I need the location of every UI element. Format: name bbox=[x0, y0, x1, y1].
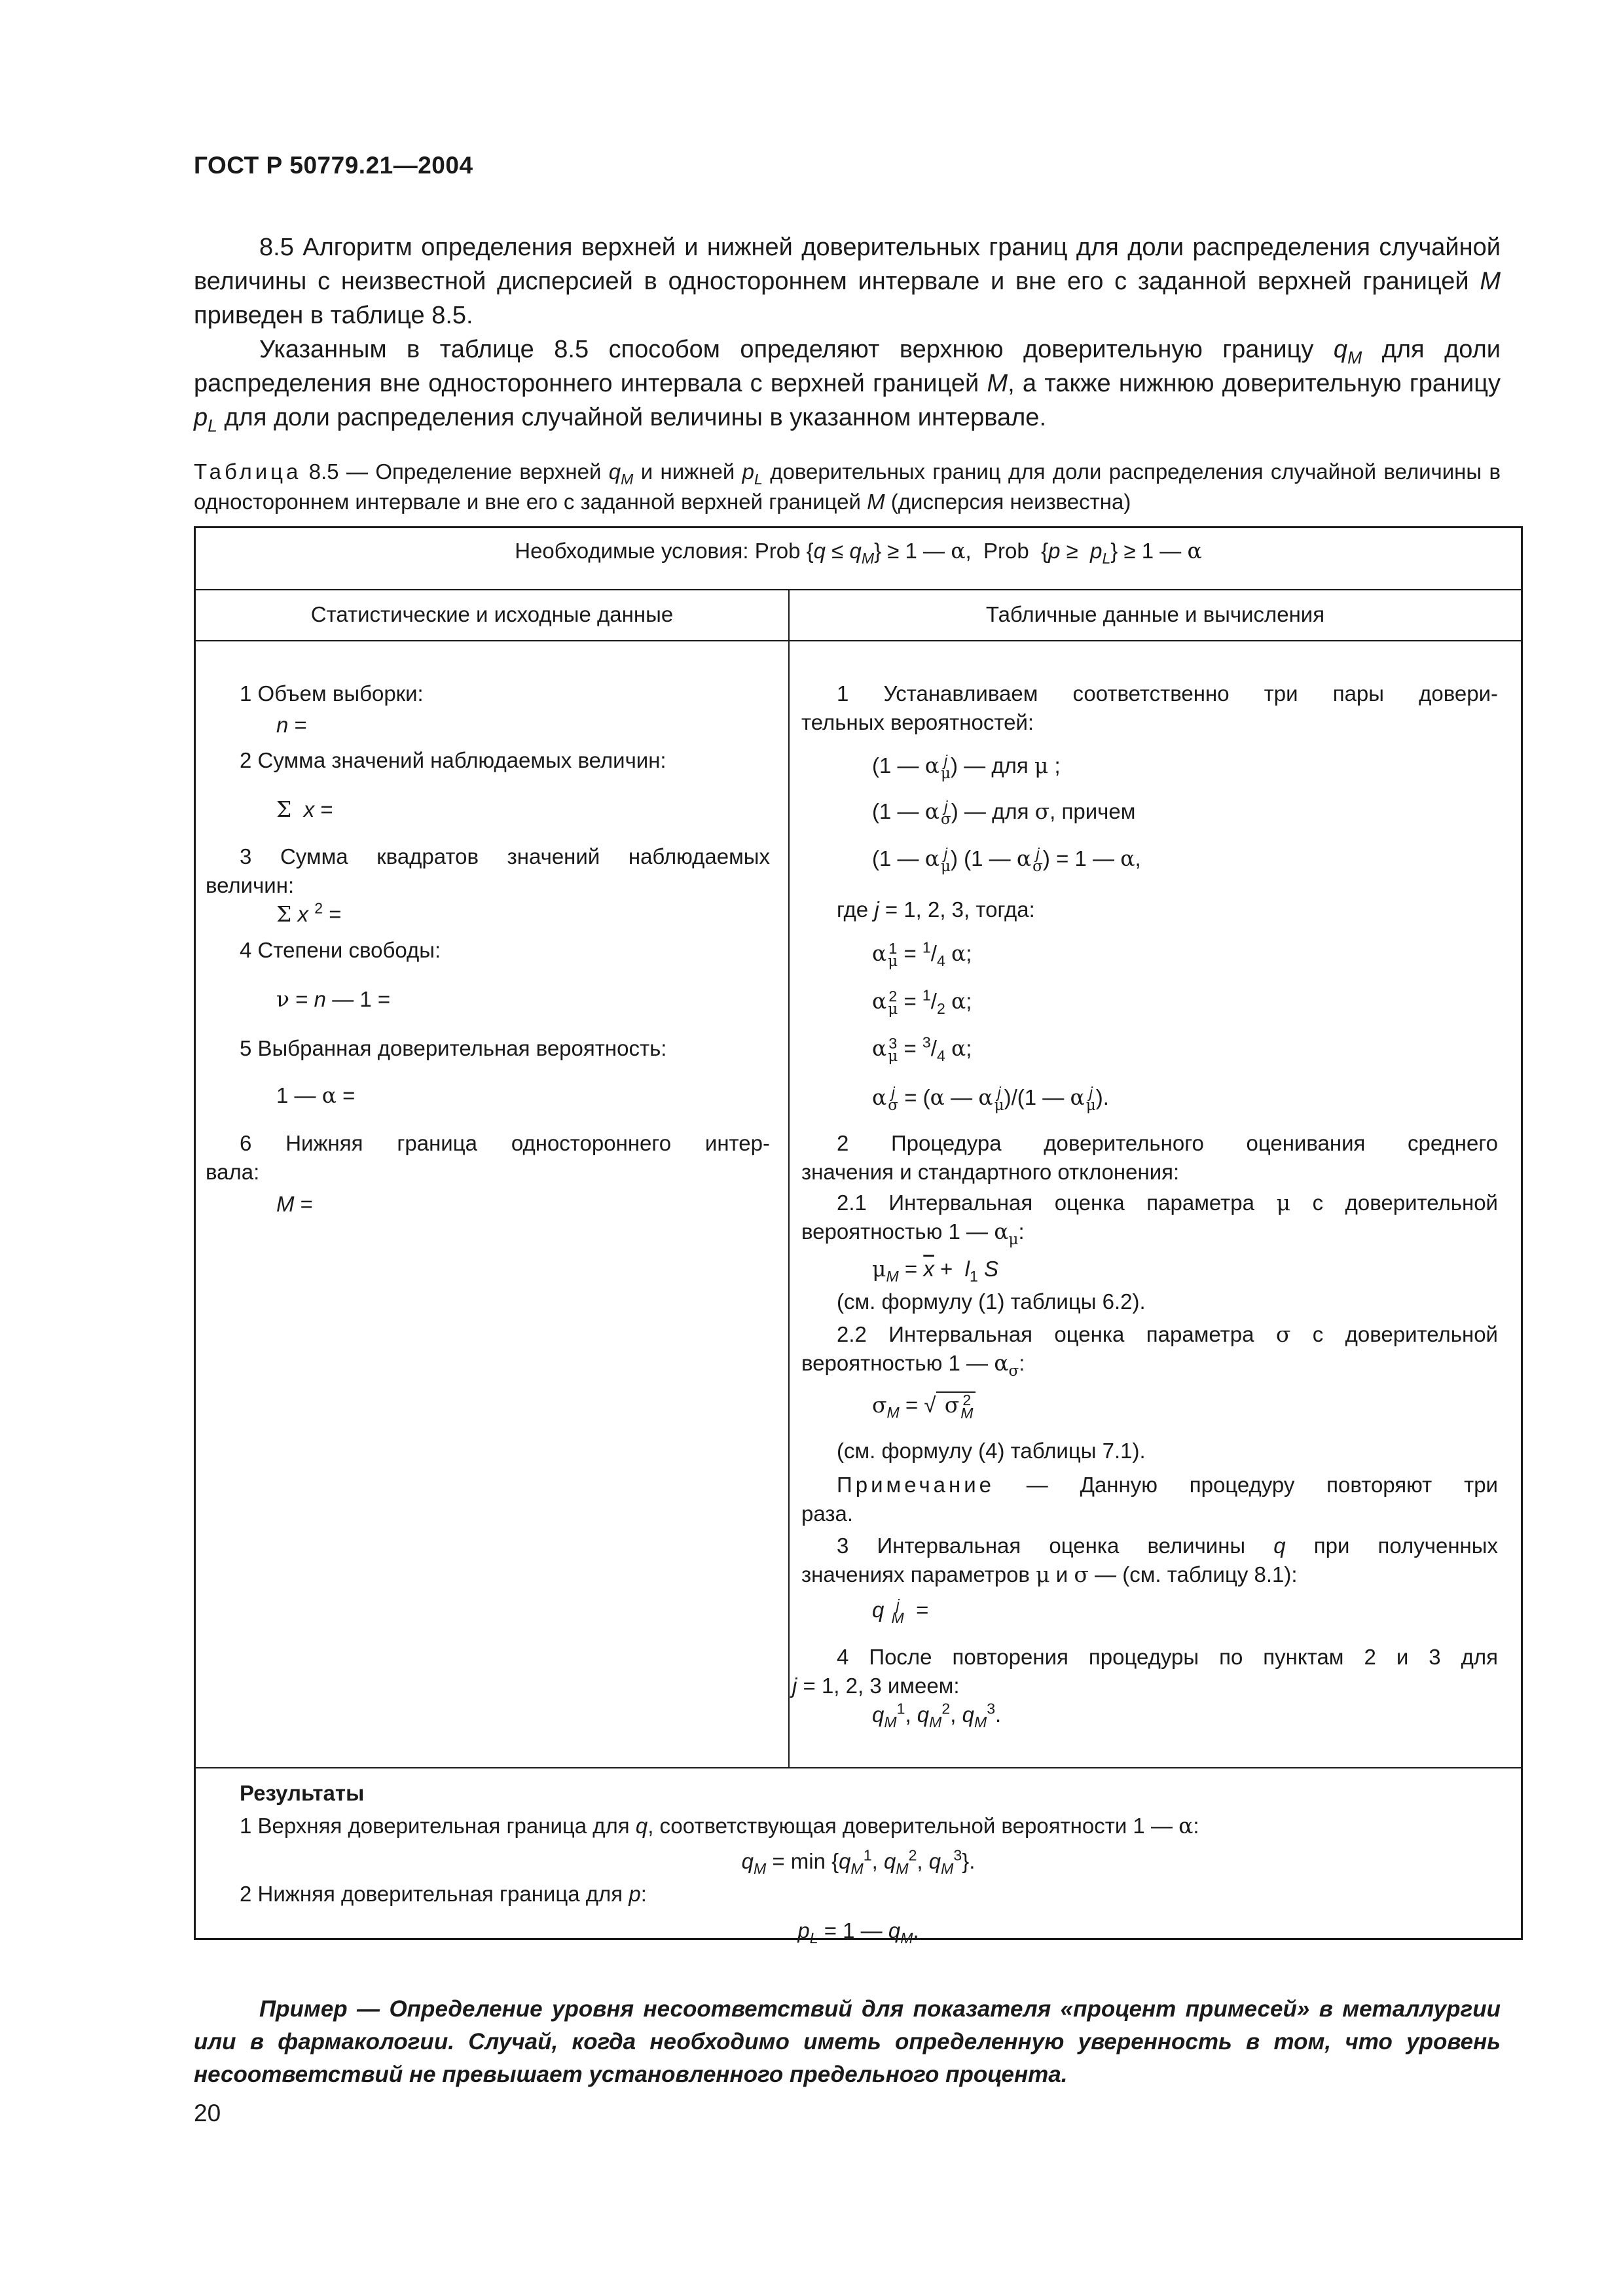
right-item-2-2: 2.2 Интервальная оценка параметра σ с доверительной bbox=[837, 1321, 1498, 1347]
document-header: ГОСТ Р 50779.21—2004 bbox=[194, 152, 473, 179]
table-border-left bbox=[194, 526, 196, 1940]
table-conditions: Необходимые условия: Prob $\{q \le q_M\} \ge 1$ — α, Prob $\{p \ge p_L\} \ge 1$ — α bbox=[515, 538, 1202, 567]
table-rule-conditions bbox=[194, 589, 1523, 590]
result-2: 2 Нижняя доверительная граница для p: bbox=[240, 1882, 647, 1906]
right-ref-6-2: (см. формулу (1) таблицы 6.2). bbox=[837, 1289, 1146, 1314]
results-title: Результаты bbox=[240, 1781, 365, 1805]
result-1-formula: $q_M = \min \{q_M^1$, $q_M^2$, $q_M^3$}. bbox=[741, 1846, 976, 1878]
formula-mu-m: $\mu_M = \overline{x} + l_1$ S bbox=[872, 1256, 998, 1285]
right-ref-7-1: (см. формулу (4) таблицы 7.1). bbox=[837, 1439, 1146, 1463]
left-item-6-value: M = bbox=[276, 1192, 313, 1216]
right-note-cont: раза. bbox=[801, 1501, 853, 1526]
right-item-1-cont: тельных вероятностей: bbox=[801, 710, 1034, 734]
table-rule-header bbox=[194, 640, 1523, 641]
formula-alpha-1: α 1 μ = $^1/_4$ α; bbox=[872, 939, 972, 971]
table-border-top bbox=[194, 526, 1523, 528]
formula-q-set: $q_M^1$, $q_M^2$, $q_M^3$. bbox=[872, 1700, 1002, 1731]
example-paragraph: Пример — Определение уровня несоответствий для показателя «процент примесей» в металлургии или в фармакологии. Случай, когда необходимо иметь определенную уверенность в том, что уровень несоответствий не превышает установленного предельного процента. bbox=[194, 1996, 1501, 2087]
column-header-left: Статистические и исходные данные bbox=[310, 602, 674, 626]
left-item-5-value: 1 — α = bbox=[276, 1083, 356, 1108]
column-header-right: Табличные данные и вычисления bbox=[985, 602, 1325, 626]
table-column-divider bbox=[788, 589, 790, 1768]
result-2-formula: $p_L = 1$ — $q_M$. bbox=[797, 1918, 919, 1947]
formula-alpha-3: α 3 μ = $^3/_4$ α; bbox=[872, 1033, 972, 1066]
left-item-1: 1 Объем выборки: bbox=[240, 681, 424, 706]
right-item-2-2-cont: вероятностью 1 — $\alpha_\sigma$: bbox=[801, 1350, 1025, 1380]
formula-alpha-2: α 2 μ = $^1/_2$ α; bbox=[872, 986, 972, 1018]
table-border-right bbox=[1521, 526, 1523, 1940]
left-item-2-value: Σ x = bbox=[276, 797, 333, 822]
right-item-2-cont: значения и стандартного отклонения: bbox=[801, 1160, 1180, 1184]
left-item-4: 4 Степени свободы: bbox=[240, 938, 441, 962]
right-item-4: 4 После повторения процедуры по пунктам 2 и 3 для bbox=[837, 1645, 1498, 1669]
right-item-1: 1 Устанавливаем соответственно три пары довери- bbox=[837, 681, 1498, 706]
left-item-3: 3 Сумма квадратов значений наблюдаемых bbox=[240, 844, 770, 869]
left-item-1-value: n = bbox=[276, 713, 307, 737]
result-1: 1 Верхняя доверительная граница для q, соответствующая доверительной вероятности 1 — α: bbox=[240, 1813, 1199, 1839]
table-caption: Таблица 8.5 — Определение верхней $q_M$ и нижней $p_L$ доверительных границ для доли распределения случайной величины в одностороннем интервале и вне его с заданной верхней границей M (дисперсия неизвестна) bbox=[194, 459, 1501, 514]
formula-alpha-sigma-j: α j σ = (α — α j μ )/(1 — α j μ ). bbox=[872, 1083, 1109, 1115]
formula-q-j-m: q j M = bbox=[872, 1596, 929, 1627]
right-where: где j = 1, 2, 3, тогда: bbox=[837, 897, 1035, 922]
formula-alpha-product: (1 — α j μ ) (1 — α j σ ) = 1 — α, bbox=[872, 844, 1141, 876]
right-note: Примечание — Данную процедуру повторяют три bbox=[837, 1473, 1498, 1497]
left-item-2: 2 Сумма значений наблюдаемых величин: bbox=[240, 748, 666, 772]
left-item-4-value: ν = n — 1 = bbox=[276, 986, 391, 1012]
page-number: 20 bbox=[194, 2100, 221, 2126]
table-rule-results bbox=[194, 1767, 1523, 1768]
formula-alpha-sigma: (1 — α j σ ) — для σ, причем bbox=[872, 797, 1136, 829]
right-item-2-1: 2.1 Интервальная оценка параметра μ с доверительной bbox=[837, 1190, 1498, 1215]
formula-alpha-mu: (1 — α j μ ) — для μ ; bbox=[872, 751, 1061, 783]
right-item-2-1-cont: вероятностью 1 — $\alpha_\mu$: bbox=[801, 1219, 1025, 1249]
left-item-6-cont: вала: bbox=[206, 1160, 260, 1184]
right-item-4-cont: j = 1, 2, 3 имеем: bbox=[792, 1674, 960, 1698]
left-item-3-value: Σ x $^2$ = bbox=[276, 899, 342, 927]
intro-paragraph-1: 8.5 Алгоритм определения верхней и нижней доверительных границ для доли распределения случайной величины с неизвестной дисперсией в одностороннем интервале и вне его с заданной верхней границей M приведен в таблице 8.5. bbox=[194, 234, 1501, 329]
left-item-3-cont: величин: bbox=[206, 873, 295, 897]
right-item-3-cont: значениях параметров μ и σ — (см. таблицу 8.1): bbox=[801, 1562, 1298, 1587]
right-item-2: 2 Процедура доверительного оценивания среднего bbox=[837, 1131, 1498, 1155]
left-item-5: 5 Выбранная доверительная вероятность: bbox=[240, 1036, 667, 1060]
right-item-3: 3 Интервальная оценка величины q при полученных bbox=[837, 1534, 1498, 1558]
intro-paragraph-2: Указанным в таблице 8.5 способом определяют верхнюю доверительную границу $q_M$ для доли распределения вне одностороннего интервала с верхней границей M, а также нижнюю доверительную границу $p_L$ для доли распределения случайной величины в указанном интервале. bbox=[194, 336, 1501, 436]
formula-sigma-m: $\sigma_M$ = √ σ 2 M bbox=[872, 1391, 976, 1420]
left-item-6: 6 Нижняя граница одностороннего интер- bbox=[240, 1131, 770, 1155]
